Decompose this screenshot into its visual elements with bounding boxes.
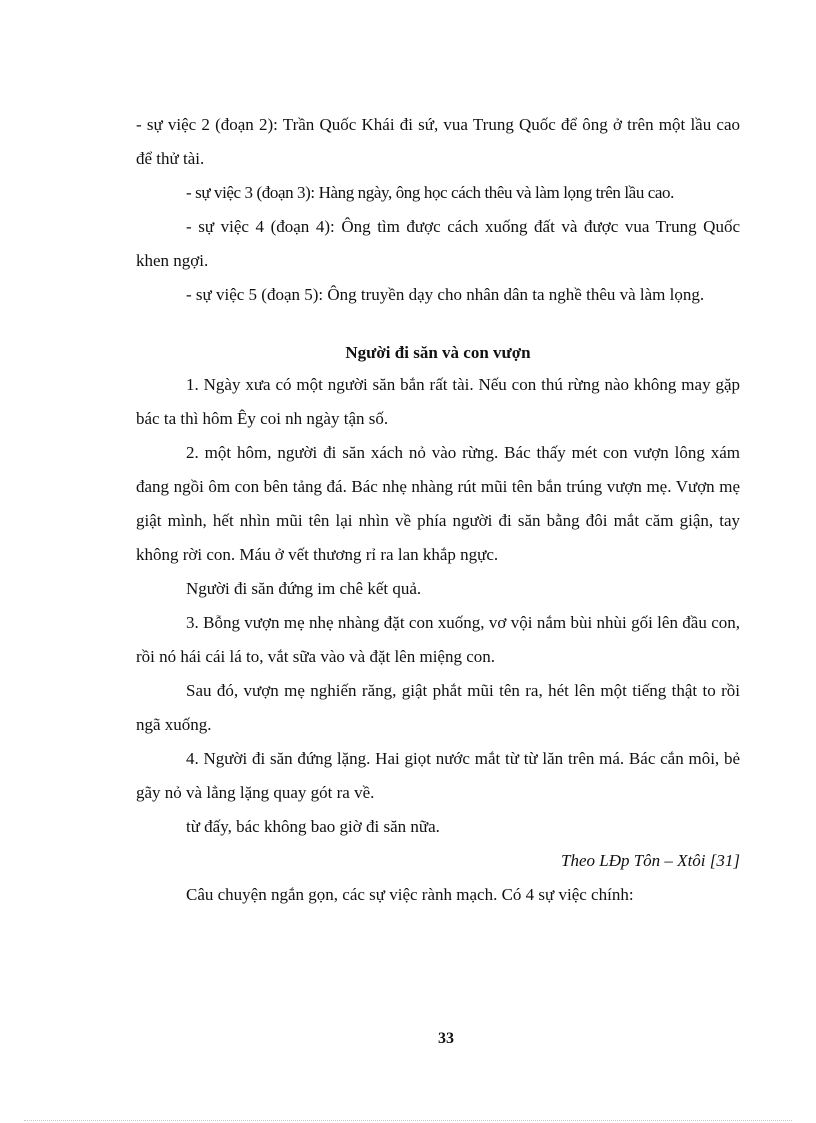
event-3-paragraph: - sự việc 3 (đoạn 3): Hàng ngày, ông học cách thêu và làm lọng trên lầu cao. [186, 183, 675, 202]
story-paragraph-4: 3. Bỗng vượn mẹ nhẹ nhàng đặt con xuống, vơ vội nắm bùi nhùi gối lên đầu con, rồi nó hái cái lá to, vắt sữa vào và đặt lên miệng con. [136, 613, 740, 666]
event-2-paragraph: - sự việc 2 (đoạn 2): Trần Quốc Khái đi sứ, vua Trung Quốc để ông ở trên một lầu cao để thử tài. [136, 115, 740, 168]
document-body [136, 108, 740, 912]
closing-paragraph: Câu chuyện ngắn gọn, các sự việc rành mạch. Có 4 sự việc chính: [186, 885, 634, 904]
story-paragraph-6: 4. Người đi săn đứng lặng. Hai giọt nước mắt từ từ lăn trên má. Bác cắn môi, bẻ gãy nỏ và lẳng lặng quay gót ra về. [136, 749, 740, 802]
story-title: Người đi săn và con vượn [345, 343, 531, 362]
story-paragraph-2: 2. một hôm, người đi săn xách nỏ vào rừng. Bác thấy mét con vượn lông xám đang ngồi ôm con bên tảng đá. Bác nhẹ nhàng rút mũi tên bắn trúng vượn mẹ. Vượn mẹ giật mình, hết nhìn mũi tên lại nhìn về phía người đi săn bằng đôi mắt căm giận, tay không rời con. Máu ở vết thương rỉ ra lan khắp ngực. [136, 443, 740, 564]
event-4-paragraph: - sự việc 4 (đoạn 4): Ông tìm được cách xuống đất và được vua Trung Quốc khen ngợi. [136, 217, 740, 270]
story-paragraph-5: Sau đó, vượn mẹ nghiến răng, giật phắt mũi tên ra, hét lên một tiếng thật to rồi ngã xuống. [136, 681, 740, 734]
page-number: 33 [438, 1030, 454, 1047]
story-source-citation: Theo LÐp Tôn – Xtôi [31] [561, 851, 740, 870]
page-bottom-divider [24, 1120, 792, 1121]
story-paragraph-1: 1. Ngày xưa có một người săn bắn rất tài. Nếu con thú rừng nào không may gặp bác ta thì hôm Êy coi nh ngày tận số. [136, 375, 740, 428]
story-paragraph-7: từ đấy, bác không bao giờ đi săn nữa. [186, 817, 440, 836]
event-5-paragraph: - sự việc 5 (đoạn 5): Ông truyền dạy cho nhân dân ta nghề thêu và làm lọng. [186, 285, 705, 304]
story-paragraph-3: Người đi săn đứng im chê kết quả. [186, 579, 422, 598]
